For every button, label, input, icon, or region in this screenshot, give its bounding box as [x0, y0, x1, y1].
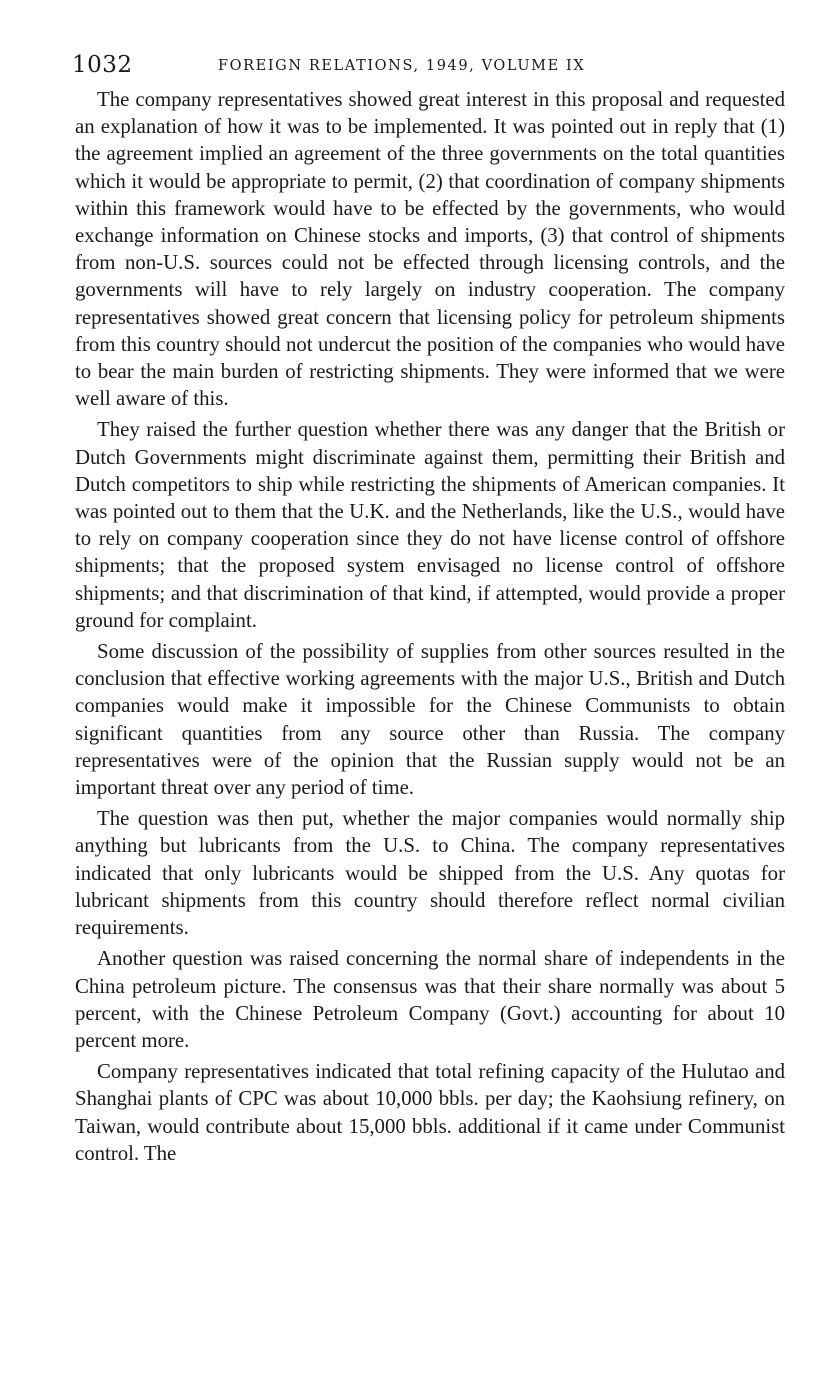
paragraph: Another question was raised concerning the normal share of independents in the China petroleum picture. The consensus was that their share normally was about 5 percent, with the Chinese Petroleum Company (Govt.) accounting for about 10 percent more.: [75, 947, 785, 1052]
paragraph: They raised the further question whether there was any danger that the British or Dutch Governments might discriminate against them, permitting their British and Dutch competitors to ship while restricting the shipments of American companies. It was pointed out to them that the U.K. and the Netherlands, like the U.S., would have to rely on company cooperation since they do not have license control of offshore shipments; that the proposed system envisaged no license control of offshore shipments; and that discrimination of that kind, if attempted, would provide a proper ground for complaint.: [75, 418, 785, 632]
paragraph: The question was then put, whether the major companies would normally ship anything but lubricants from the U.S. to China. The company representatives indicated that only lubricants would be shipped from the U.S. Any quotas for lubricant shipments from this country should therefore reflect normal civilian requirements.: [75, 807, 785, 940]
page-number: 1032: [72, 52, 133, 78]
header-title: FOREIGN RELATIONS, 1949, VOLUME IX: [218, 58, 586, 74]
paragraph: Some discussion of the possibility of supplies from other sources resulted in the conclusion that effective working agreements with the major U.S., British and Dutch companies would make it impossible for the Chinese Communists to obtain significant quantities from any source other than Russia. The company representatives were of the opinion that the Russian supply would not be an important threat over any period of time.: [75, 640, 785, 800]
body-text: [75, 86, 785, 1167]
document-page: [72, 48, 785, 1171]
paragraph: The company representatives showed great interest in this proposal and requested an explanation of how it was to be implemented. It was pointed out in reply that (1) the agreement implied an agreement of the three governments on the total quantities which it would be appropriate to permit, (2) that coordination of company shipments within this framework would have to be effected by the governments, who would exchange information on Chinese stocks and imports, (3) that control of shipments from non-U.S. sources could not be effected through licensing controls, and the governments will have to rely largely on industry cooperation. The company representatives showed great concern that licensing policy for petroleum shipments from this country should not undercut the position of the companies who would have to bear the main burden of restricting shipments. They were informed that we were well aware of this.: [75, 88, 785, 411]
paragraph: Company representatives indicated that total refining capacity of the Hulutao and Shanghai plants of CPC was about 10,000 bbls. per day; the Kaohsiung refinery, on Taiwan, would contribute about 15,000 bbls. additional if it came under Communist control. The: [75, 1060, 785, 1165]
running-header: [72, 48, 785, 86]
